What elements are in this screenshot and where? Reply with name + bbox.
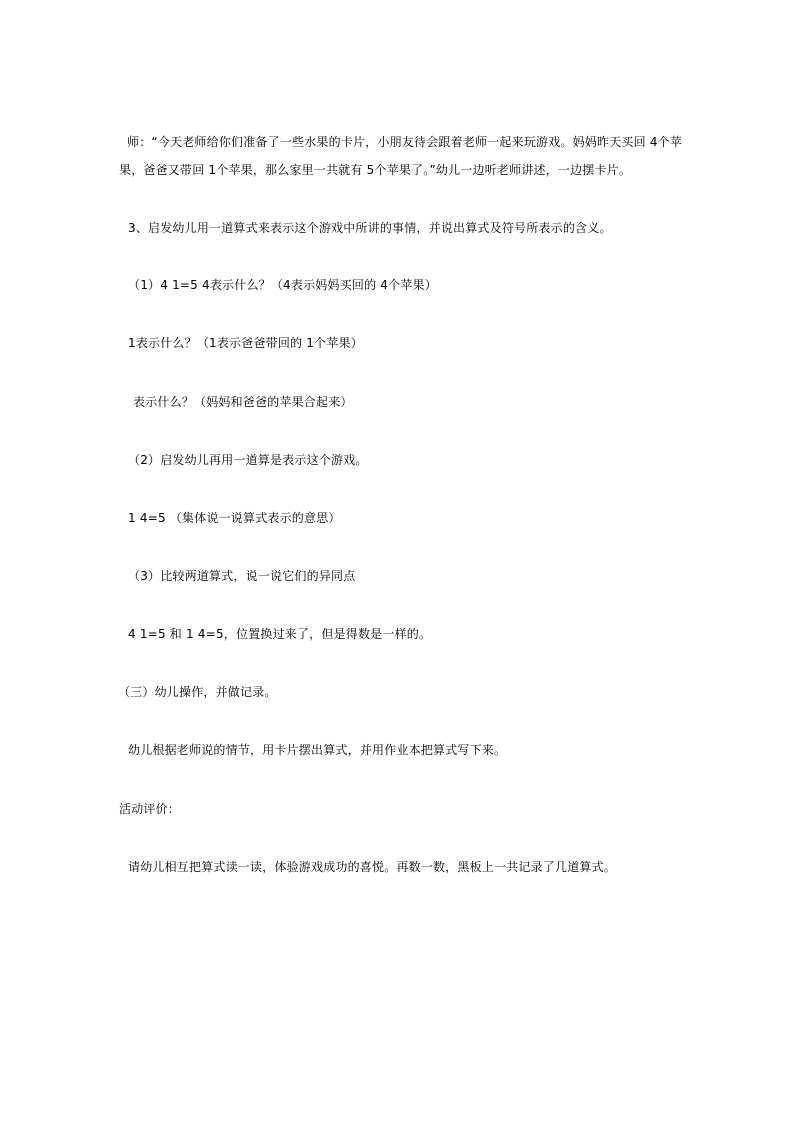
paragraph-child-operation: 幼儿根据老师说的情节，用卡片摆出算式，并用作业本把算式写下来。 (128, 743, 507, 757)
paragraph-question-2: （2）启发幼儿再用一道算是表示这个游戏。 (128, 453, 368, 467)
paragraph-step-3: 3、启发幼儿用一道算式来表示这个游戏中所讲的事情，并说出算式及符号所表示的含义。 (128, 221, 612, 235)
paragraph-teacher-speech-line-2: 果，爸爸又带回 1个苹果，那么家里一共就有 5个苹果了。”幼儿一边听老师讲述，一边摆卡片。 (119, 163, 632, 177)
section-heading-evaluation: 活动评价： (119, 802, 181, 816)
paragraph-equation-2: 1 4=5 （集体说一说算式表示的意思） (128, 511, 341, 525)
paragraph-question-3: （3）比较两道算式，说一说它们的异同点 (128, 569, 356, 583)
section-heading-operation: （三）幼儿操作，并做记录。 (118, 685, 277, 699)
paragraph-question-1b: 1表示什么？（1表示爸爸带回的 1个苹果） (128, 336, 363, 350)
paragraph-teacher-speech-line-1: 师：“今天老师给你们准备了一些水果的卡片，小朋友待会跟着老师一起来玩游戏。妈妈昨天买回 4个苹 (127, 135, 683, 149)
paragraph-question-1: （1）4 1=5 4表示什么？（4表示妈妈买回的 4个苹果） (128, 278, 437, 292)
paragraph-evaluation: 请幼儿相互把算式读一读，体验游戏成功的喜悦。再数一数，黑板上一共记录了几道算式。 (128, 860, 617, 874)
paragraph-question-1c: 表示什么？（妈妈和爸爸的苹果合起来） (133, 395, 353, 409)
paragraph-comparison: 4 1=5 和 1 4=5，位置换过来了，但是得数是一样的。 (128, 627, 432, 641)
